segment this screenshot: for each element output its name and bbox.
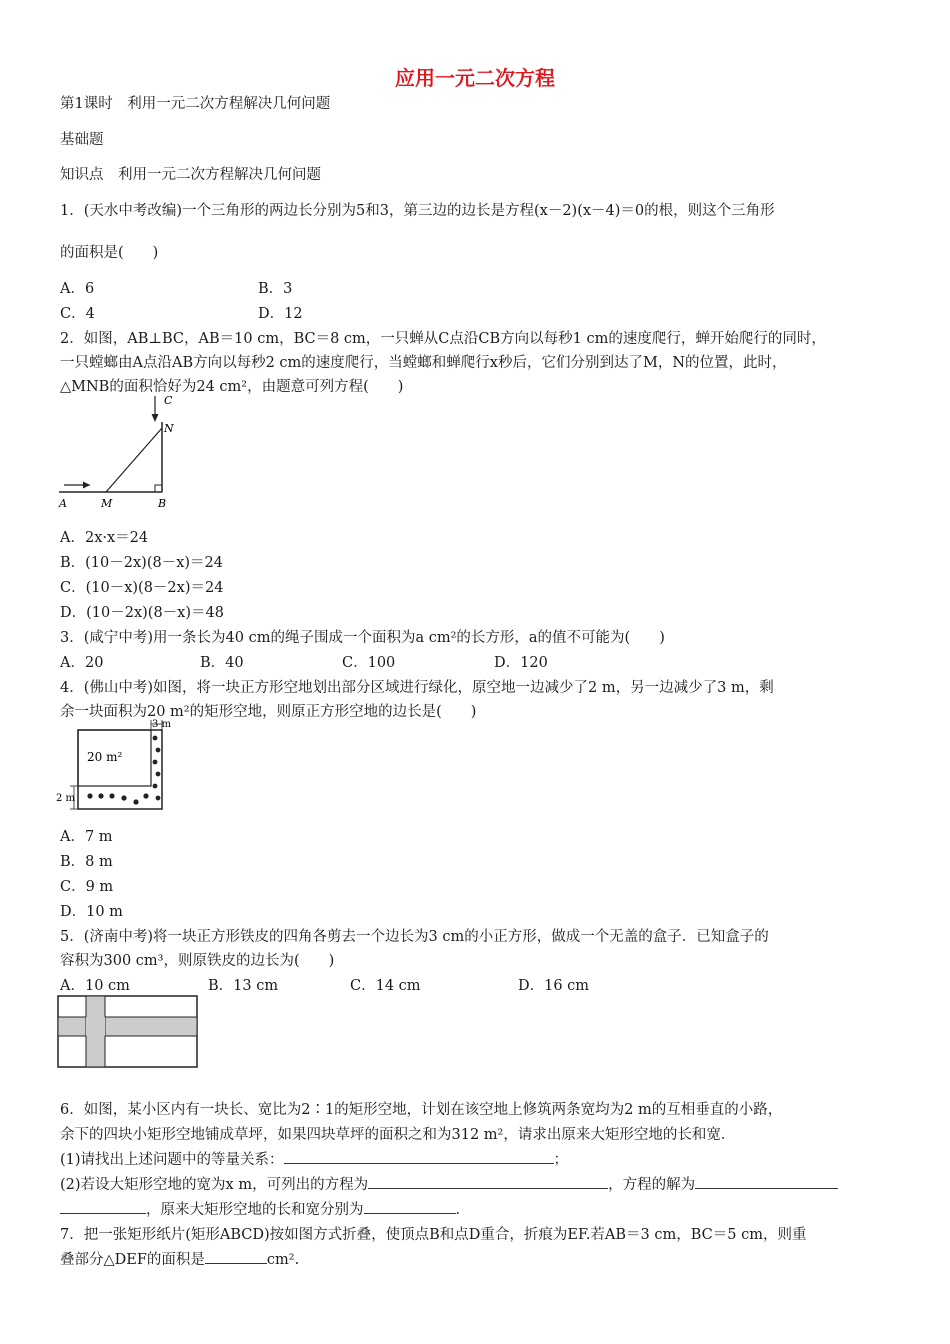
q5-option-a: A．10 cm [60, 978, 130, 994]
tree-icons [87, 736, 160, 805]
q6-answer-blank-2[interactable] [368, 1174, 608, 1189]
label-n: N [164, 422, 174, 435]
q6-figure [57, 995, 199, 1069]
left-dimension-label: 2 m [56, 793, 76, 804]
q2-option-d: D．(10－2x)(8－x)＝48 [60, 605, 224, 621]
q2-option-c: C．(10－x)(8－2x)＝24 [60, 580, 224, 596]
q5-stem-line2: 容积为300 cm³，则原铁皮的边长为( ) [60, 953, 335, 969]
q2-option-a: A．2x·x＝24 [60, 530, 149, 546]
q4-option-a: A．7 m [60, 829, 113, 845]
label-b: B [158, 497, 167, 510]
q1-option-d: D．12 [258, 306, 303, 322]
q3-option-a: A．20 [60, 655, 104, 671]
q2-stem-line1: 2．如图，AB⊥BC，AB＝10 cm，BC＝8 cm，一只蝉从C点沿CB方向以每秒1 cm的速度爬行，蝉开始爬行的同时， [60, 331, 826, 347]
q6-stem-line2: 余下的四块小矩形空地铺成草坪，如果四块草坪的面积之和为312 m²，请求出原来大矩形空地的长和宽． [60, 1127, 736, 1143]
q6-answer-blank-4[interactable] [60, 1199, 146, 1214]
q6-part3-end: ． [455, 1202, 470, 1218]
q5-option-b: B．13 cm [208, 978, 279, 994]
q1-stem-line1: 1．(天水中考改编)一个三角形的两边长分别为5和3，第三边的边长是方程(x－2)(x－4)＝0的根，则这个三角形 [60, 203, 775, 219]
q4-figure [54, 716, 172, 812]
knowledge-heading: 知识点 利用一元二次方程解决几何问题 [60, 167, 321, 183]
path-crossing [86, 1017, 105, 1036]
lesson-heading: 第1课时 利用一元二次方程解决几何问题 [60, 96, 331, 112]
q7-stem-line1: 7．把一张矩形纸片(矩形ABCD)按如图方式折叠，使顶点B和点D重合，折痕为EF.若AB＝3 cm，BC＝5 cm，则重 [60, 1227, 807, 1243]
horizontal-path [58, 1017, 197, 1036]
arrow-down-icon [152, 414, 159, 422]
q7-unit: cm². [266, 1252, 300, 1268]
q6-answer-blank-1[interactable] [284, 1149, 554, 1164]
page-title: 应用一元二次方程 [395, 66, 555, 90]
q2-figure [54, 392, 184, 512]
q7-stem-line2 [60, 1248, 299, 1269]
area-label: 20 m² [87, 750, 123, 764]
q4-stem-line2: 余一块面积为20 m²的矩形空地，则原正方形空地的边长是( ) [60, 704, 477, 720]
q6-part2-middle: ，方程的解为 [608, 1177, 696, 1193]
q6-part3 [60, 1198, 470, 1219]
label-c: C [164, 394, 173, 407]
segment-mn [106, 428, 162, 492]
q3-option-b: B．40 [200, 655, 244, 671]
q4-option-c: C．9 m [60, 879, 114, 895]
q2-option-b: B．(10－2x)(8－x)＝24 [60, 555, 223, 571]
right-angle-mark [155, 485, 162, 492]
q1-option-c: C．4 [60, 306, 95, 322]
q4-option-b: B．8 m [60, 854, 113, 870]
q5-stem-line1: 5．(济南中考)将一块正方形铁皮的四角各剪去一个边长为3 cm的小正方形，做成一个无盖的盒子．已知盒子的 [60, 929, 769, 945]
q6-part1-end: ； [553, 1152, 569, 1168]
q6-part2-label: (2)若设大矩形空地的宽为x m，可列出的方程为 [60, 1177, 369, 1193]
q1-option-b: B．3 [258, 281, 293, 297]
q6-part1-label: (1)请找出上述问题中的等量关系： [60, 1152, 284, 1168]
q5-option-c: C．14 cm [350, 978, 421, 994]
top-dimension-label: 3 m [152, 719, 172, 730]
q3-option-d: D．120 [494, 655, 548, 671]
q4-option-d: D．10 m [60, 904, 123, 920]
q3-stem: 3．(咸宁中考)用一条长为40 cm的绳子围成一个面积为a cm²的长方形，a的值不可能为( ) [60, 630, 665, 646]
q1-stem-line2: 的面积是( ) [60, 245, 159, 261]
label-m: M [101, 497, 113, 510]
q6-stem-line1: 6．如图，某小区内有一块长、宽比为2∶1的矩形空地，计划在该空地上修筑两条宽均为2 m的互相垂直的小路， [60, 1102, 783, 1118]
q2-stem-line3: △MNB的面积恰好为24 cm²，由题意可列方程( ) [60, 379, 404, 395]
q7-answer-blank[interactable] [205, 1249, 267, 1264]
q6-answer-blank-3[interactable] [695, 1174, 838, 1189]
q4-stem-line1: 4．(佛山中考)如图，将一块正方形空地划出部分区域进行绿化，原空地一边减少了2 m，另一边减少了3 m，剩 [60, 680, 774, 696]
q2-stem-line2: 一只螳螂由A点沿AB方向以每秒2 cm的速度爬行，当螳螂和蝉爬行x秒后，它们分别到达了M，N的位置，此时， [60, 355, 787, 371]
q3-option-c: C．100 [342, 655, 396, 671]
arrow-right-icon [83, 482, 90, 489]
q7-stem-label: 叠部分△DEF的面积是 [60, 1252, 205, 1268]
q6-part2 [60, 1173, 838, 1194]
q6-part1 [60, 1148, 568, 1169]
q5-option-d: D．16 cm [518, 978, 590, 994]
section-heading: 基础题 [60, 132, 104, 148]
q1-option-a: A．6 [60, 281, 95, 297]
q6-part3-label: ，原来大矩形空地的长和宽分别为 [146, 1202, 364, 1218]
q6-answer-blank-5[interactable] [364, 1199, 456, 1214]
label-a: A [59, 497, 67, 510]
